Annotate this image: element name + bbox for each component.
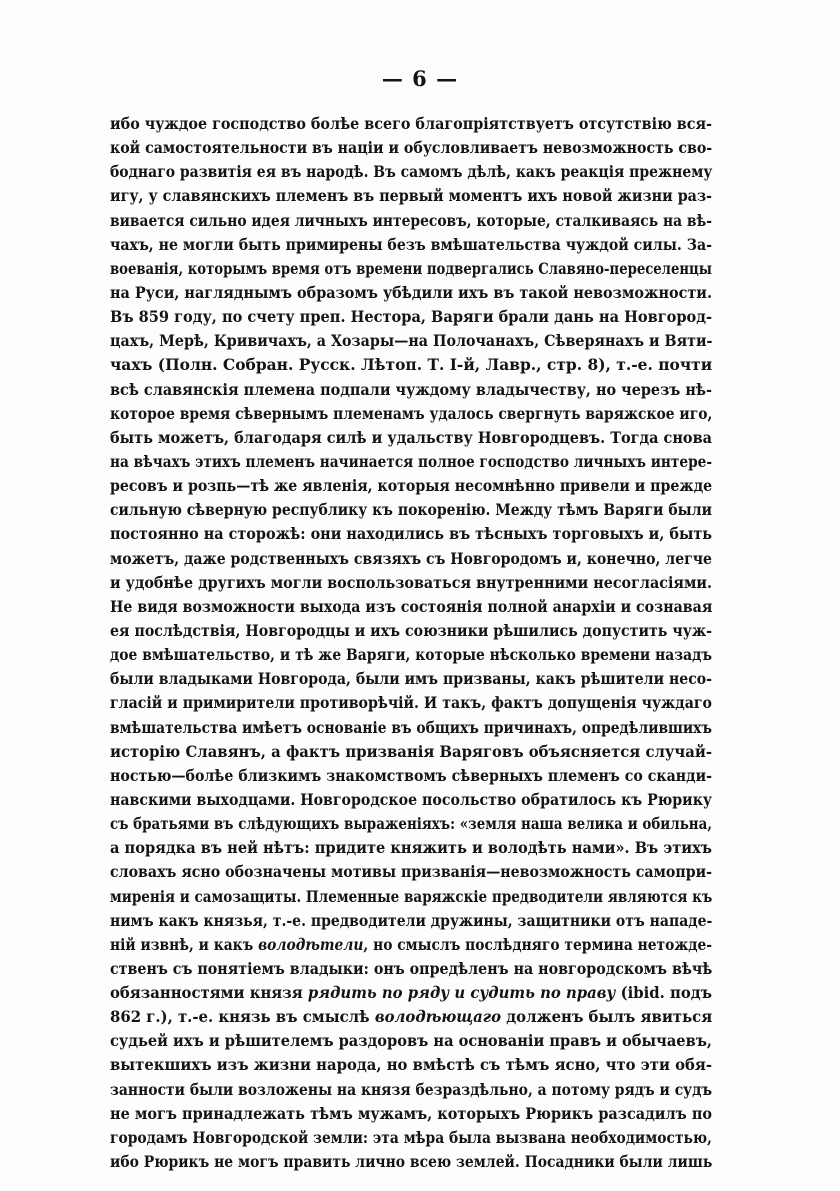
text-line — [110, 1053, 712, 1077]
text-segment: вивается сильно идея личныхъ интересовъ, которые, сталкиваясь на вѣ- — [110, 210, 712, 230]
text-line — [110, 136, 712, 160]
body-text — [110, 112, 712, 1174]
text-segment: были владыками Новгорода, были имъ призваны, какъ рѣшители несо- — [110, 669, 712, 689]
text-line — [110, 257, 712, 281]
text-segment: съ братьями въ слѣдующихъ выраженіяхъ: «земля наша велика и обильна, — [110, 814, 713, 834]
text-line — [110, 378, 712, 402]
text-segment: можетъ, даже родственныхъ связяхъ съ Новгородомъ и, конечно, легче — [110, 548, 713, 568]
text-line — [110, 426, 712, 450]
text-line — [110, 209, 712, 233]
italic-text: володѣтели — [258, 934, 364, 954]
text-line — [110, 1150, 712, 1174]
text-segment: постоянно на сторожѣ: они находились въ тѣсныхъ торговыхъ и, быть — [110, 524, 713, 544]
text-segment: (ibid. подъ — [615, 983, 713, 1003]
text-segment: ностью—болѣе близкимъ знакомствомъ сѣверныхъ племенъ со сканди- — [110, 765, 712, 785]
text-segment: вмѣшательства имѣетъ основаніе въ общихъ причинахъ, опредѣлившихъ — [110, 717, 713, 737]
text-line — [110, 643, 712, 667]
text-segment: , но смыслъ послѣдняго термина нетожде- — [363, 934, 713, 954]
text-segment: долженъ былъ явиться — [501, 1007, 713, 1027]
text-segment: и удобнѣе другихъ могли воспользоваться внутренними несогласіями. — [110, 572, 712, 592]
text-line — [110, 112, 712, 136]
text-segment: ресовъ и розпь—тѣ же явленія, которыя несомнѣнно привели и прежде — [110, 476, 713, 496]
text-segment: ибо Рюрикъ не могъ править лично всею землей. Посадники были лишь — [110, 1152, 713, 1172]
text-segment: игу, у славянскихъ племенъ въ первый моментъ ихъ новой жизни раз- — [110, 186, 712, 206]
text-segment: на Руси, нагляднымъ образомъ убѣдили ихъ въ такой невозможности. — [110, 282, 712, 302]
text-line — [110, 353, 712, 377]
text-line — [110, 498, 712, 522]
text-segment: миренія и самозащиты. Племенные варяжскіе предводители являются къ — [110, 886, 713, 906]
text-line — [110, 450, 712, 474]
text-segment: цахъ, Мерѣ, Кривичахъ, а Хозары—на Полочанахъ, Сѣверянахъ и Вяти- — [110, 331, 713, 351]
text-segment: словахъ ясно обозначены мотивы призванія—невозможность самопри- — [110, 862, 712, 882]
text-line — [110, 619, 712, 643]
text-segment: чахъ (Полн. Собран. Русск. Лѣтоп. Т. І-й, Лавр., стр. 8), т.-е. почти — [110, 355, 713, 375]
text-segment: воеванія, которымъ время отъ времени подвергались Славяно-переселенцы — [110, 258, 713, 278]
text-segment: 862 г.), т.-е. князь въ смыслѣ — [110, 1007, 375, 1027]
text-line — [110, 329, 712, 353]
text-segment: которое время сѣвернымъ племенамъ удалось свергнуть варяжское иго, — [110, 403, 713, 423]
text-line — [110, 1126, 712, 1150]
text-line — [110, 233, 712, 257]
text-segment: обязанностями князя — [110, 983, 308, 1003]
text-segment: кой самостоятельности въ націи и обусловливаетъ невозможность сво- — [110, 138, 713, 158]
text-line — [110, 474, 712, 498]
text-line — [110, 547, 712, 571]
text-line — [110, 595, 712, 619]
text-line — [110, 160, 712, 184]
text-line — [110, 933, 712, 957]
text-line — [110, 812, 712, 836]
text-segment: вытекшихъ изъ жизни народа, но вмѣстѣ съ тѣмъ ясно, что эти обя- — [110, 1055, 713, 1075]
text-segment: нимъ какъ князья, т.-е. предводители дружины, защитники отъ нападе- — [110, 910, 713, 930]
text-line — [110, 691, 712, 715]
text-line — [110, 740, 712, 764]
text-segment: дое вмѣшательство, и тѣ же Варяги, которые нѣсколько времени назадъ — [110, 645, 713, 665]
text-segment: не могъ принадлежать тѣмъ мужамъ, которыхъ Рюрикъ разсадилъ по — [110, 1103, 713, 1123]
text-segment: боднаго развитія ея въ народѣ. Въ самомъ дѣлѣ, какъ реакція прежнему — [110, 162, 713, 182]
text-line — [110, 571, 712, 595]
text-segment: городамъ Новгородской земли: эта мѣра была вызвана необходимостью, — [110, 1127, 712, 1147]
text-segment: ственъ съ понятіемъ владыки: онъ опредѣленъ на новгородскомъ вѣчѣ — [110, 958, 713, 978]
text-segment: занности были возложены на князя безраздѣльно, а потому рядъ и судъ — [110, 1079, 713, 1099]
text-line — [110, 402, 712, 426]
text-line — [110, 305, 712, 329]
italic-text: рядить по ряду и судить по праву — [307, 983, 616, 1003]
text-line — [110, 885, 712, 909]
text-line — [110, 281, 712, 305]
text-segment: ній извнѣ, и какъ — [110, 934, 259, 954]
text-line — [110, 860, 712, 884]
text-line — [110, 788, 712, 812]
text-line — [110, 764, 712, 788]
text-line — [110, 957, 712, 981]
text-line — [110, 1078, 712, 1102]
text-line — [110, 981, 712, 1005]
text-line — [110, 667, 712, 691]
text-segment: Не видя возможности выхода изъ состоянія полной анархіи и сознавая — [110, 596, 713, 616]
text-segment: быть можетъ, благодаря силѣ и удальству Новгородцевъ. Тогда снова — [110, 427, 712, 447]
text-line — [110, 1029, 712, 1053]
text-line — [110, 1005, 712, 1029]
italic-text: володѣющаго — [374, 1007, 502, 1027]
text-segment: а порядка въ ней нѣтъ: придите княжить и володѣть нами». Въ этихъ — [110, 838, 712, 858]
text-segment: исторію Славянъ, а фактъ призванія Варяговъ объясняется случай- — [110, 741, 713, 761]
text-segment: судьей ихъ и рѣшителемъ раздоровъ на основаніи правъ и обычаевъ, — [110, 1031, 712, 1051]
text-segment: сильную сѣверную республику къ покоренію. Между тѣмъ Варяги были — [110, 500, 712, 520]
text-line — [110, 522, 712, 546]
text-segment: Въ 859 году, по счету преп. Нестора, Варяги брали дань на Новгород- — [110, 307, 713, 327]
text-segment: ибо чуждое господство болѣе всего благопріятствуетъ отсутствію вся- — [110, 114, 712, 133]
text-line — [110, 184, 712, 208]
text-line — [110, 1102, 712, 1126]
text-line — [110, 909, 712, 933]
text-segment: всѣ славянскія племена подпали чуждому владычеству, но черезъ нѣ- — [110, 379, 712, 399]
text-segment: гласій и примирители противорѣчій. И такъ, фактъ допущенія чуждаго — [110, 693, 712, 713]
text-line — [110, 716, 712, 740]
text-segment: чахъ, не могли быть примирены безъ вмѣшательства чуждой силы. За- — [110, 234, 713, 254]
text-segment: навскими выходцами. Новгородское посольство обратилось къ Рюрику — [110, 789, 712, 809]
text-segment: ея послѣдствія, Новгородцы и ихъ союзники рѣшились допустить чуж- — [110, 620, 713, 640]
page-number: — 6 — — [381, 66, 459, 91]
text-segment: на вѣчахъ этихъ племенъ начинается полное господство личныхъ интере- — [110, 451, 713, 471]
text-line — [110, 836, 712, 860]
